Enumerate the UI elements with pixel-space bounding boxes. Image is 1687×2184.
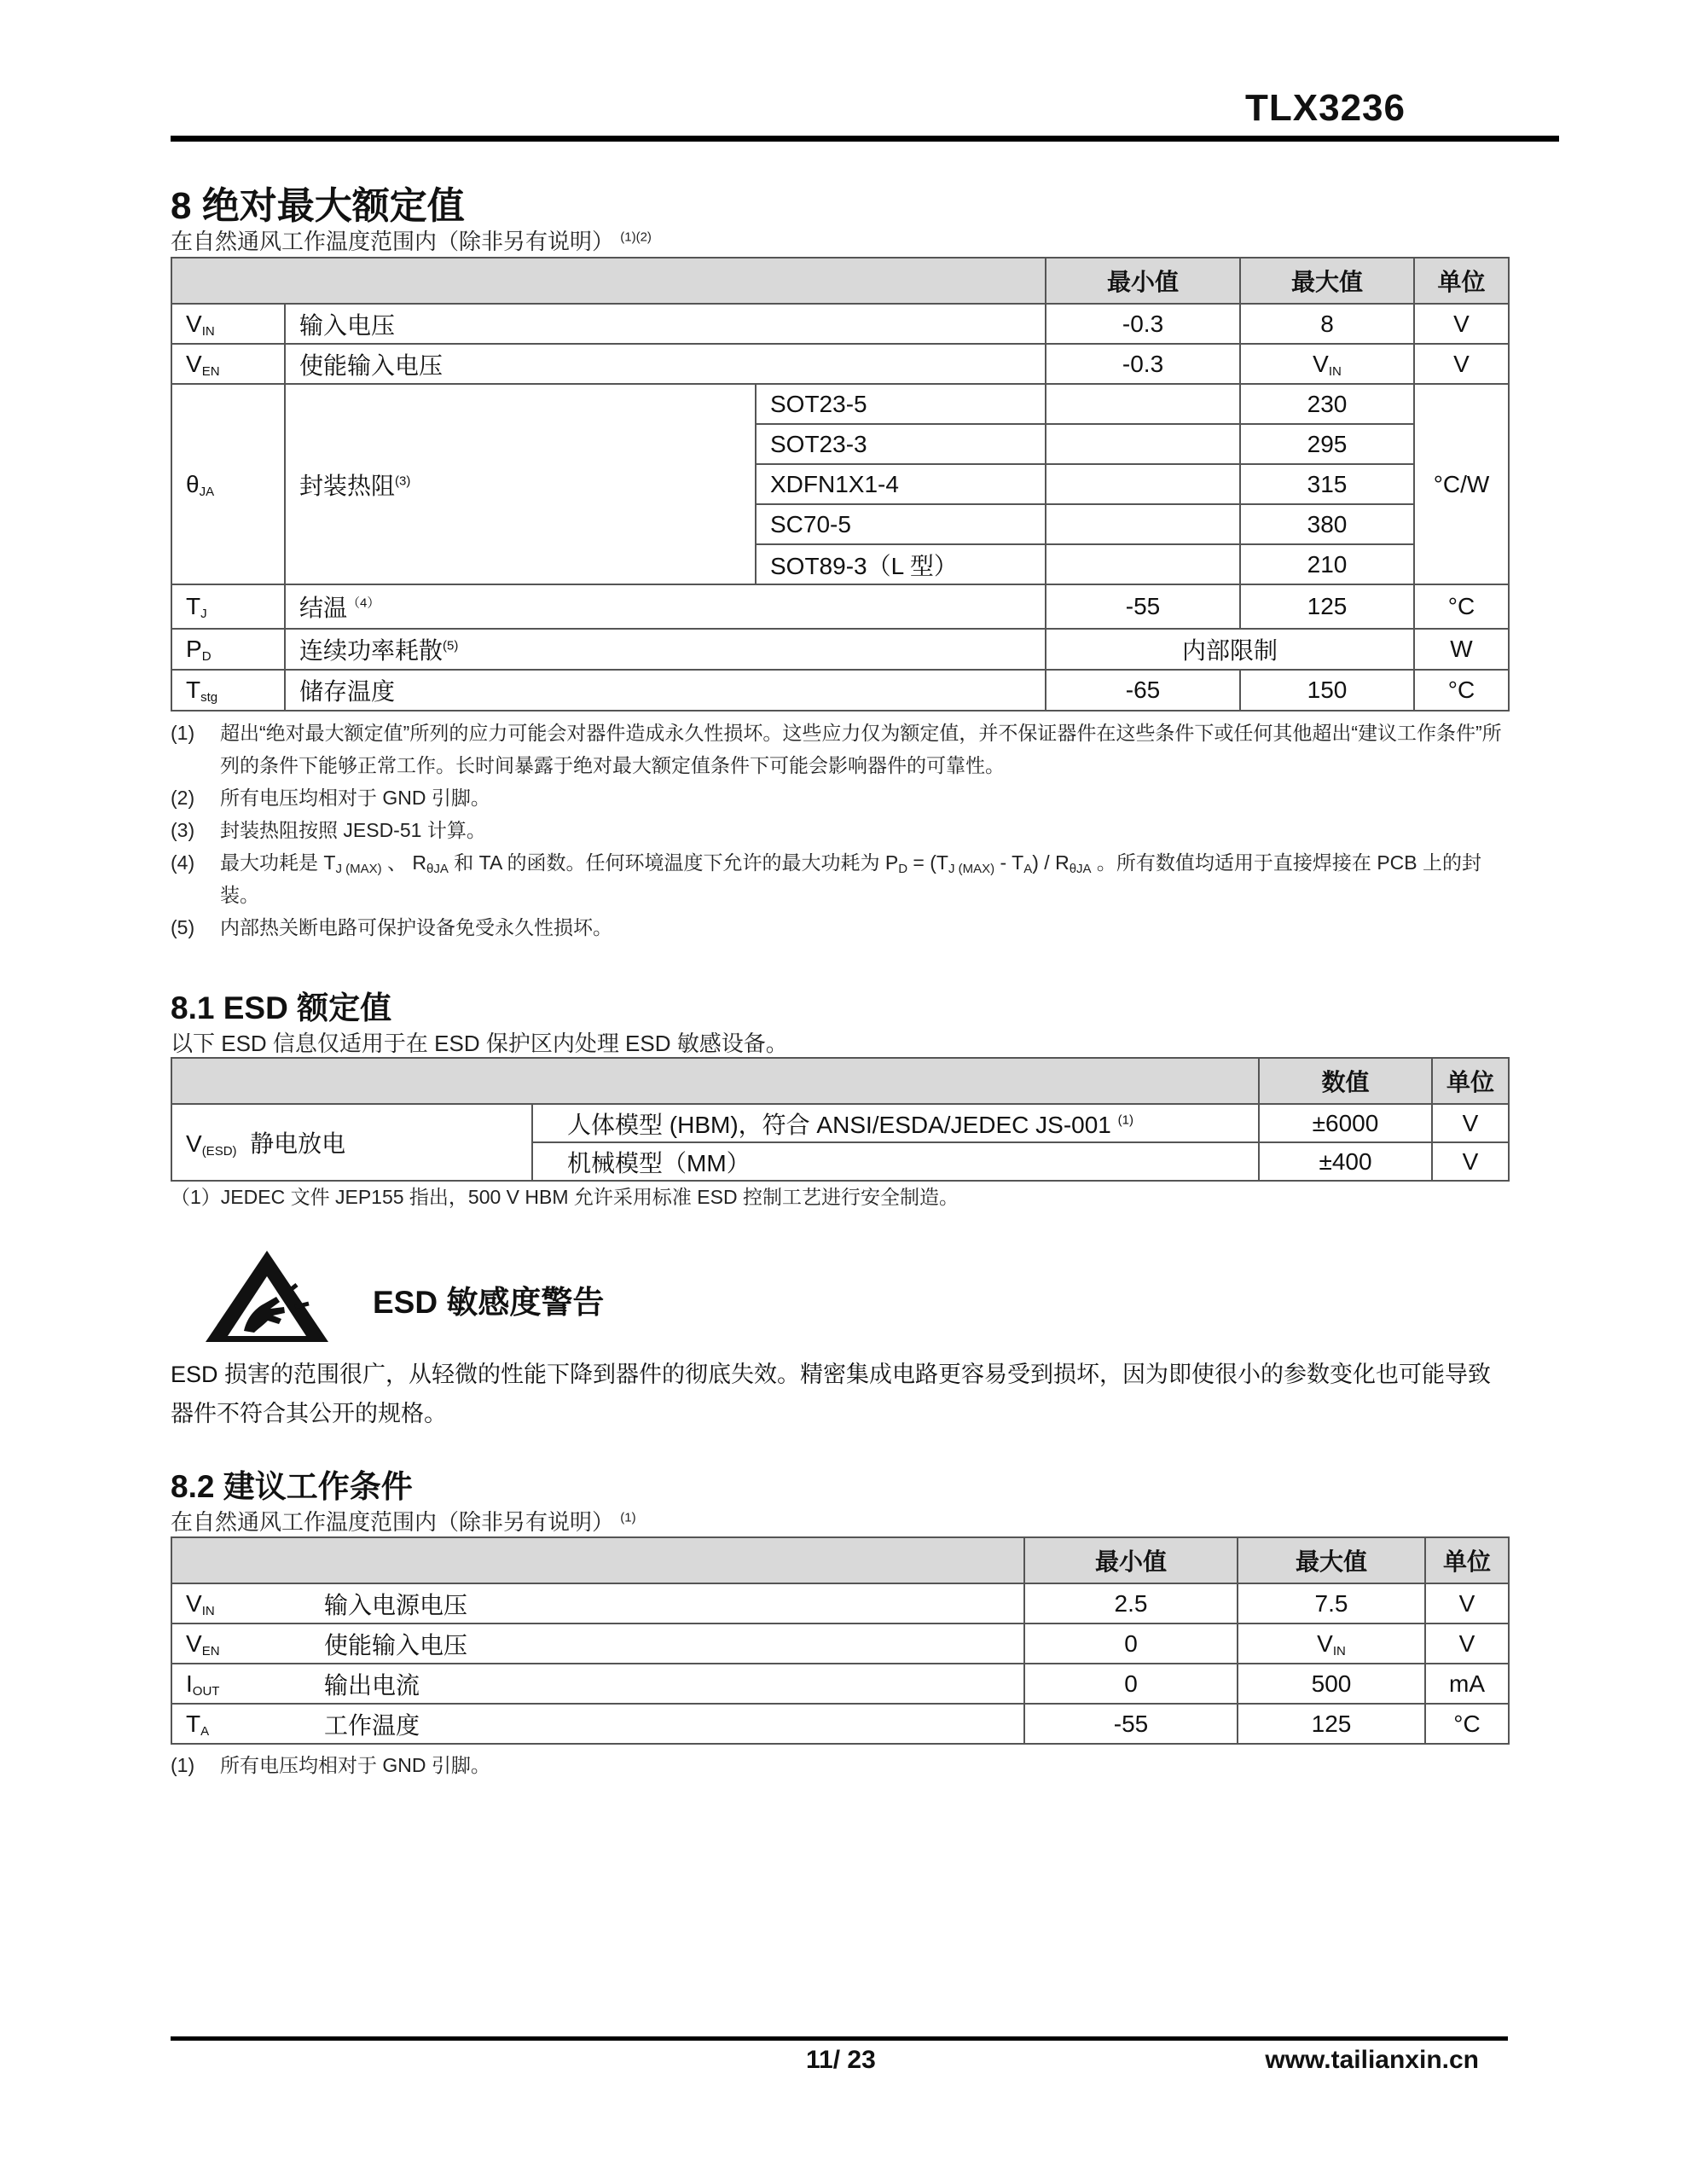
table-row: 机械模型（MM） ±400 V <box>171 1142 1509 1181</box>
section-8-2-subtitle: 在自然通风工作温度范围内（除非另有说明） $^{(1)}$ <box>171 1509 636 1535</box>
section-8-1-subtitle: 以下 ESD 信息仅适用于在 ESD 保护区内处理 ESD 敏感设备。 <box>171 1031 788 1056</box>
table-row: $V_{IN}$ 输入电压 -0.3 8 V <box>171 304 1509 344</box>
note-4: (4) 最大功耗是 $T_{J (MAX)}$ 、 $R_{\theta JA}$ 和 TA 的函数。任何环境温度下允许的最大功耗为 $P_D = (T_{J (MAX)} - T_A) / R_{\theta JA}$ 。所有数值均适用于直接焊接在 PCB 上的封装。 <box>171 851 1482 906</box>
table-row: $I_{OUT}$ 输出电流 0 500 mA <box>171 1664 1509 1704</box>
note-1: (1) 超出“绝对最大额定值”所列的应力可能会对器件造成永久性损坏。这些应力仅为额定值，并不保证器件在这些条件下或任何其他超出“建议工作条件”所列的条件下能够正常工作。长时间暴露于绝对最大额定值条件下可能会影响器件的可靠性。 <box>171 722 1502 776</box>
header-min: 最小值 <box>1046 258 1240 304</box>
table-row: $T_A$ 工作温度 -55 125 °C <box>171 1704 1509 1744</box>
table-header-row <box>171 1537 1509 1583</box>
recommended-conditions-table <box>171 1536 1510 1745</box>
esd-warning-body: ESD 损害的范围很广，从轻微的性能下降到器件的彻底失效。精密集成电路更容易受到损坏，因为即使很小的参数变化也可能导致器件不符合其公开的规格。 <box>171 1362 1492 1426</box>
table-row: XDFN1X1-4 315 <box>171 464 1509 504</box>
header-min: 最小值 <box>1024 1537 1238 1583</box>
table-row: $P_D$ 连续功率耗散$^{(5)}$ 内部限制 W <box>171 629 1509 670</box>
abs-max-table <box>171 257 1510 712</box>
symbol-tj: $T_J$ <box>171 584 285 629</box>
esd-warning-icon <box>203 1247 331 1345</box>
esd-rating-table <box>171 1057 1510 1182</box>
symbol-tstg: $T_{stg}$ <box>171 670 285 711</box>
section-8-notes <box>171 717 1510 944</box>
part-number: TLX3236 <box>1245 87 1406 129</box>
note-2: (2) 所有电压均相对于 GND 引脚。 <box>171 787 490 809</box>
table-row: SOT23-3 295 <box>171 424 1509 464</box>
section-8-1-title: 8.1 ESD 额定值 <box>171 990 392 1025</box>
table-row: $T_J$ 结温$^{(4)}$ -55 125 °C <box>171 584 1509 629</box>
section-8-title: 8 绝对最大额定值 <box>171 185 465 227</box>
header-unit: 单位 <box>1414 258 1509 304</box>
symbol-ven: $V_{EN}$ <box>171 344 285 384</box>
header-value: 数值 <box>1259 1058 1432 1104</box>
esd-warning-title: ESD 敏感度警告 <box>373 1285 605 1320</box>
header-max: 最大值 <box>1240 258 1414 304</box>
table-row: $V_{EN}$ 使能输入电压 0 $V_{IN}$ V <box>171 1623 1509 1664</box>
table-row: SC70-5 380 <box>171 504 1509 544</box>
section-8-subtitle: 在自然通风工作温度范围内（除非另有说明） $^{(1)(2)}$ <box>171 229 652 254</box>
header-unit: 单位 <box>1425 1537 1509 1583</box>
symbol-pd: $P_D$ <box>171 629 285 670</box>
header-unit: 单位 <box>1432 1058 1509 1104</box>
header-rule <box>171 136 1559 142</box>
table-header-row <box>171 1058 1509 1104</box>
table-row: $V_{EN}$ 使能输入电压 -0.3 $V_{IN}$ V <box>171 344 1509 384</box>
note-5: (5) 内部热关断电路可保护设备免受永久性损坏。 <box>171 916 612 938</box>
website-url: www.tailianxin.cn <box>1265 2046 1479 2074</box>
table-row: SOT89-3（L 型） 210 <box>171 544 1509 584</box>
page-number: 11/ 23 <box>806 2046 876 2074</box>
symbol-vin: $V_{IN}$ <box>171 304 285 344</box>
table-row: $V_{(ESD)}$ 静电放电 人体模型 (HBM)，符合 ANSI/ESDA/JEDEC JS-001 $^{(1)}$ ±6000 V <box>171 1104 1509 1142</box>
note-3: (3) 封装热阻按照 JESD-51 计算。 <box>171 819 486 841</box>
table-header-row <box>171 258 1509 304</box>
table-row: $T_{stg}$ 储存温度 -65 150 °C <box>171 670 1509 711</box>
symbol-theta: $\theta_{JA}$ <box>171 384 285 584</box>
section-8-1-note: （1）JEDEC 文件 JEP155 指出，500 V HBM 允许采用标准 ESD 控制工艺进行安全制造。 <box>171 1186 959 1208</box>
section-8-2-title: 8.2 建议工作条件 <box>171 1469 413 1504</box>
footer-rule <box>171 2036 1508 2041</box>
table-row: $\theta_{JA}$ 封装热阻$^{(3)}$ SOT23-5 230 °C/W <box>171 384 1509 424</box>
symbol-vesd: $V_{(ESD)}$ 静电放电 <box>171 1104 532 1181</box>
table-row: $V_{IN}$ 输入电源电压 2.5 7.5 V <box>171 1583 1509 1623</box>
section-8-2-note: (1) 所有电压均相对于 GND 引脚。 <box>171 1754 490 1776</box>
header-max: 最大值 <box>1238 1537 1425 1583</box>
